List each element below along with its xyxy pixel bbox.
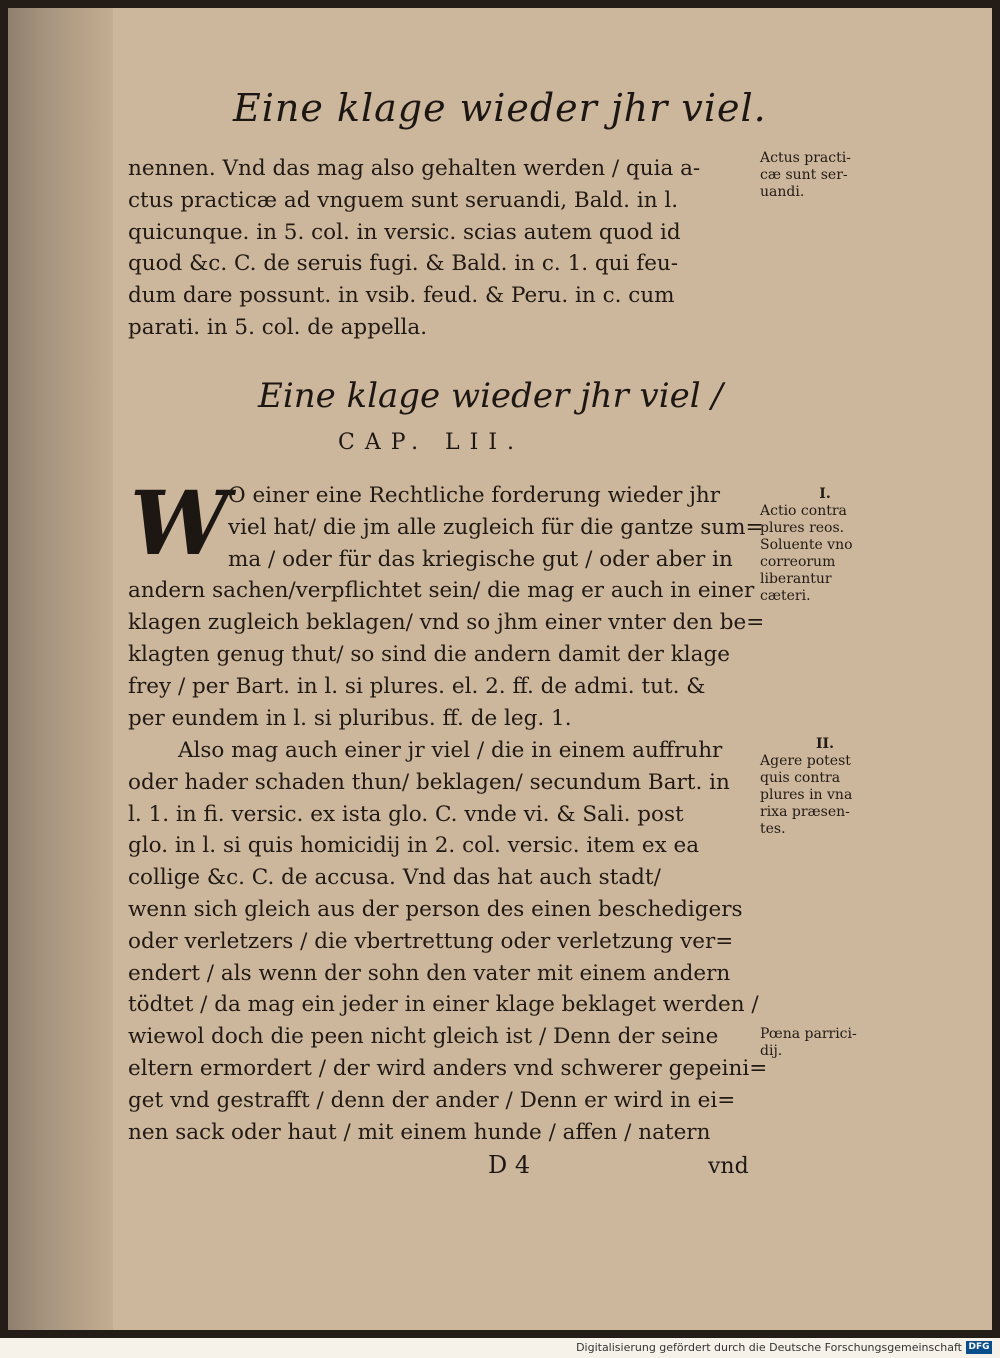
signature-mark: D 4	[488, 1151, 531, 1179]
margin-note-line: Actio contra	[760, 503, 847, 519]
margin-note-line: tes.	[760, 821, 786, 837]
book-page	[8, 8, 992, 1330]
text-line: collige &c. C. de accusa. Vnd das hat auch stadt/	[128, 865, 661, 891]
text-line: klagten genug thut/ so sind die andern damit der klage	[128, 641, 730, 667]
chapter-title: Eine klage wieder jhr viel /	[258, 376, 723, 416]
margin-note-line: quis contra	[760, 770, 841, 786]
catchword: vnd	[708, 1154, 749, 1179]
paragraph-2	[128, 735, 768, 1148]
chapter-number: CAP. LII.	[338, 430, 525, 455]
paragraph-1	[128, 471, 765, 734]
text-line: eltern ermordert / der wird anders vnd schwerer gepeini=	[128, 1055, 768, 1081]
margin-note-line: rixa præsen-	[760, 804, 850, 820]
text-line: frey / per Bart. in l. si plures. el. 2. ff. de admi. tut. &	[128, 673, 706, 699]
margin-note	[760, 1026, 890, 1060]
margin-note-line: correorum	[760, 554, 836, 570]
margin-note-line: liberantur	[760, 571, 832, 587]
text-line: andern sachen/verpflichtet sein/ die mag er auch in einer	[128, 578, 755, 604]
running-head: Eine klage wieder jhr viel.	[233, 86, 767, 130]
text-line: quicunque. in 5. col. in versic. scias autem quod id	[128, 219, 681, 245]
text-line: tödtet / da mag ein jeder in einer klage beklaget werden /	[128, 992, 759, 1018]
text-line: per eundem in l. si pluribus. ff. de leg. 1.	[128, 705, 572, 731]
top-text-block	[128, 153, 758, 344]
margin-note-line: cæteri.	[760, 588, 811, 604]
text-line: dum dare possunt. in vsib. feud. & Peru. in c. cum	[128, 283, 675, 309]
text-line: nennen. Vnd das mag also gehalten werden / quia a-	[128, 156, 701, 181]
margin-note	[760, 736, 890, 838]
margin-note-line: dij.	[760, 1043, 783, 1059]
text-line: O einer eine Rechtliche forderung wieder jhr	[228, 483, 721, 508]
margin-note-line: plures reos.	[760, 520, 845, 536]
margin-note-line: Pœna parrici-	[760, 1026, 857, 1042]
text-line: oder verletzers / die vbertrettung oder verletzung ver=	[128, 928, 734, 954]
text-line: endert / als wenn der sohn den vater mit einem andern	[128, 960, 731, 986]
text-line: get vnd gestrafft / denn der ander / Denn er wird in ei=	[128, 1087, 736, 1113]
text-line: wiewol doch die peen nicht gleich ist / Denn der seine	[128, 1024, 719, 1050]
margin-note-line: uandi.	[760, 184, 805, 200]
margin-note-line: Actus practi-	[760, 150, 851, 166]
text-line: oder hader schaden thun/ beklagen/ secundum Bart. in	[128, 769, 730, 795]
margin-note-number: II.	[816, 736, 834, 752]
footer-bar	[0, 1338, 1000, 1358]
text-line: viel hat/ die jm alle zugleich für die gantze sum=	[228, 514, 764, 540]
margin-note	[760, 150, 890, 201]
margin-note	[760, 486, 890, 605]
text-line: parati. in 5. col. de appella.	[128, 314, 428, 340]
text-line: wenn sich gleich aus der person des einen beschedigers	[128, 896, 743, 922]
text-line: klagen zugleich beklagen/ vnd so jhm einer vnter den be=	[128, 610, 765, 636]
margin-note-number: I.	[819, 486, 831, 502]
page-gutter	[8, 8, 113, 1330]
text-line: l. 1. in fi. versic. ex ista glo. C. vnde vi. & Sali. post	[128, 801, 684, 827]
text-line: glo. in l. si quis homicidij in 2. col. versic. item ex ea	[128, 833, 700, 859]
margin-note-line: Soluente vno	[760, 537, 853, 553]
margin-note-line: cæ sunt ser-	[760, 167, 848, 183]
margin-note-line: Agere potest	[760, 753, 851, 769]
funding-credit: Digitalisierung gefördert durch die Deutsche Forschungsgemeinschaft	[576, 1341, 962, 1354]
margin-note-line: plures in vna	[760, 787, 853, 803]
text-line: Also mag auch einer jr viel / die in einem auffruhr	[178, 738, 723, 763]
text-line: ma / oder für das kriegische gut / oder aber in	[228, 546, 733, 572]
text-line: quod &c. C. de seruis fugi. & Bald. in c. 1. qui feu-	[128, 251, 679, 277]
text-line: ctus practicæ ad vnguem sunt seruandi, Bald. in l.	[128, 187, 679, 213]
drop-initial: W	[130, 471, 229, 575]
dfg-logo: DFG	[966, 1341, 992, 1354]
text-line: nen sack oder haut / mit einem hunde / affen / natern	[128, 1119, 711, 1145]
